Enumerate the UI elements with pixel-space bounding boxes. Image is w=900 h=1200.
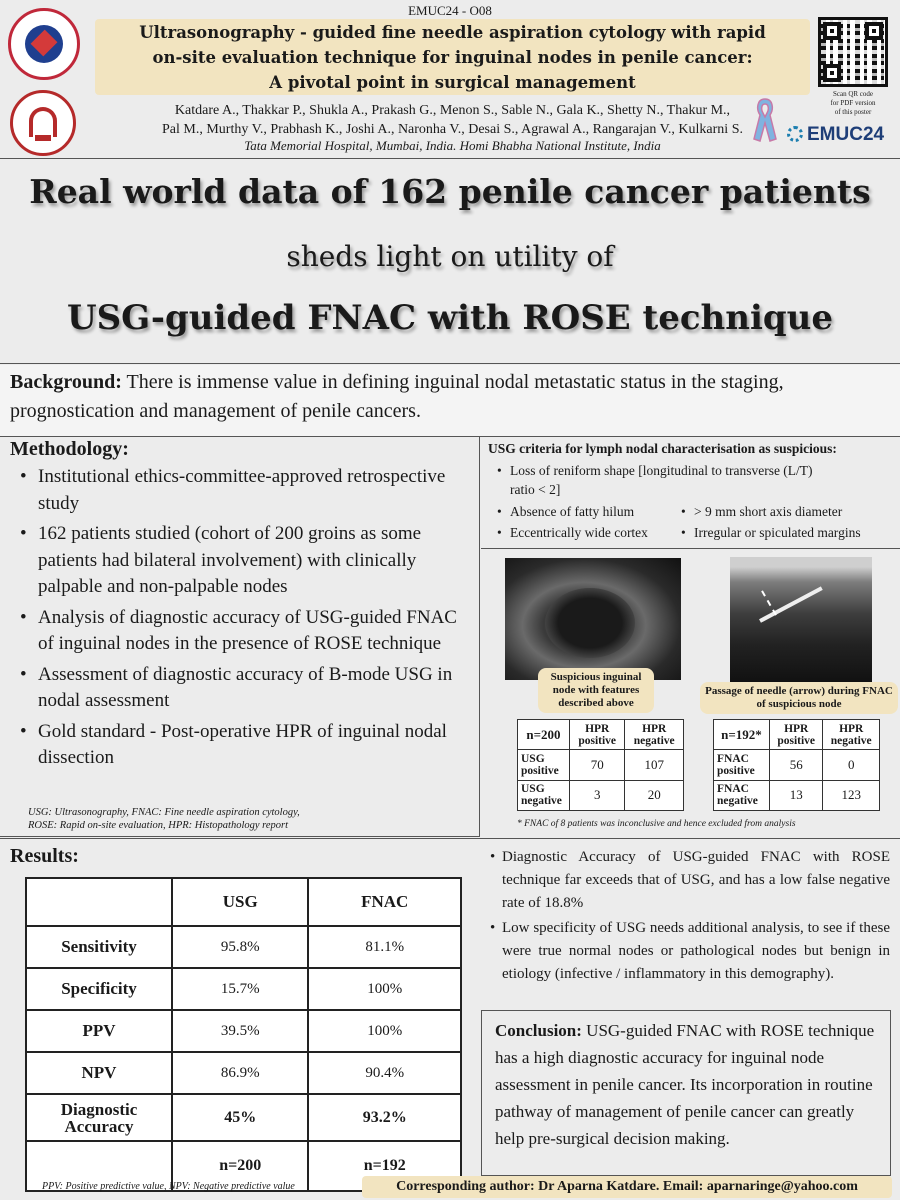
headline-line-2: sheds light on utility of <box>286 240 614 273</box>
table-cell: 95.8% <box>172 926 308 968</box>
table-header-fnac: FNAC <box>308 878 461 926</box>
title-line: Ultrasonography - guided fine needle aspiration cytology with rapid <box>139 23 766 42</box>
background-text: Background: There is immense value in defining inguinal nodal metastatic status in the staging, prognostication and management of penile cancers. <box>10 371 784 422</box>
results-bullets <box>490 846 890 988</box>
hbni-logo <box>10 90 76 156</box>
ultrasound-needle-image <box>730 557 872 682</box>
table-row-header: Sensitivity <box>26 926 172 968</box>
list-item: • 162 patients studied (cohort of 200 groins as some patients had bilateral involvement) with clinically palpable and non-palpable nodes <box>20 521 470 601</box>
headline-line-3: USG-guided FNAC with ROSE technique <box>66 298 834 338</box>
poster-title <box>95 20 810 95</box>
table-cell: 3 <box>570 780 625 810</box>
table-cell: 100% <box>308 1010 461 1052</box>
criteria-item: • Eccentrically wide cortex <box>497 523 648 542</box>
table-row-header: NPV <box>26 1052 172 1094</box>
table-corner: n=200 <box>518 720 570 750</box>
table-cell: n=200 <box>172 1141 308 1191</box>
criteria-item: • > 9 mm short axis diameter <box>681 502 842 521</box>
table-cell: 93.2% <box>308 1094 461 1141</box>
fnac-contingency-table <box>713 719 880 811</box>
results-abbreviations: PPV: Positive predictive value, NPV: Negative predictive value <box>42 1181 295 1192</box>
methodology-abbreviations: USG: Ultrasonography, FNAC: Fine needle aspiration cytology, ROSE: Rapid on-site evaluation, HPR: Histopathology report <box>28 807 300 831</box>
conclusion-label: Conclusion: <box>495 1021 582 1040</box>
table-cell: n=192 <box>308 1141 461 1191</box>
awareness-ribbon-icon <box>752 95 778 145</box>
results-title: Results: <box>10 845 79 867</box>
tmh-logo <box>8 8 80 80</box>
image-caption-1: Suspicious inguinal node with features described above <box>538 668 654 713</box>
table-row-header: Diagnostic Accuracy <box>26 1094 172 1141</box>
criteria-item: • Loss of reniform shape [longitudinal to transverse (L/T) ratio < 2] <box>497 461 892 499</box>
table-cell: 81.1% <box>308 926 461 968</box>
author-line: Katdare A., Thakkar P., Shukla A., Prakash G., Menon S., Sable N., Gala K., Shetty N., Thakur M., <box>174 103 731 118</box>
table-header: HPR positive <box>570 720 625 750</box>
table-header: HPR positive <box>770 720 823 750</box>
table-cell: 0 <box>823 750 880 780</box>
list-item: • Gold standard - Post-operative HPR of inguinal nodal dissection <box>20 719 470 772</box>
table-row-header: Specificity <box>26 968 172 1010</box>
criteria-title: USG criteria for lymph nodal characterisation as suspicious: <box>488 441 837 456</box>
conclusion-text: Conclusion: USG-guided FNAC with ROSE technique has a high diagnostic accuracy for inguinal node assessment in penile cancer. Its incorporation in routine pathway of management of penile cancer can greatly help pre-surgical decision making. <box>495 1021 875 1148</box>
emuc-logo: EMUC24 <box>787 124 895 146</box>
methodology-title: Methodology: <box>10 438 129 460</box>
table-cell: 15.7% <box>172 968 308 1010</box>
table-cell: 86.9% <box>172 1052 308 1094</box>
title-line: on-site evaluation technique for inguinal nodes in penile cancer: <box>152 48 753 67</box>
results-divider <box>0 838 900 839</box>
affiliation: Tata Memorial Hospital, Mumbai, India. Homi Bhabha National Institute, India <box>244 138 661 153</box>
list-item: • Low specificity of USG needs additional analysis, to see if these were true normal nodes or pathological nodes but benign in etiology (infective / inflammatory in this demography). <box>490 917 890 986</box>
table-cell: 70 <box>570 750 625 780</box>
fnac-footnote: * FNAC of 8 patients was inconclusive and hence excluded from analysis <box>517 819 796 829</box>
table-cell: 100% <box>308 968 461 1010</box>
table-row-header: USG negative <box>518 780 570 810</box>
list-item: • Institutional ethics-committee-approved retrospective study <box>20 464 470 517</box>
table-cell: 13 <box>770 780 823 810</box>
table-cell: 90.4% <box>308 1052 461 1094</box>
table-cell: 107 <box>625 750 684 780</box>
table-cell: 56 <box>770 750 823 780</box>
author-line: Pal M., Murthy V., Prabhash K., Joshi A., Naronha V., Desai S., Agrawal A., Rangarajan V., Kulkarni S. <box>162 122 743 137</box>
table-row-header: USG positive <box>518 750 570 780</box>
list-item: • Diagnostic Accuracy of USG-guided FNAC with ROSE technique far exceeds that of USG, and has a low false negative rate of 18.8% <box>490 846 890 915</box>
title-line: A pivotal point in surgical management <box>269 73 636 92</box>
qr-caption: Scan QR code for PDF version of this poster <box>830 90 876 116</box>
criteria-item: • Irregular or spiculated margins <box>681 523 861 542</box>
table-cell: 20 <box>625 780 684 810</box>
criteria-item: • Absence of fatty hilum <box>497 502 634 521</box>
table-corner: n=192* <box>714 720 770 750</box>
background-label: Background: <box>10 371 122 393</box>
table-header: HPR negative <box>823 720 880 750</box>
list-item: • Analysis of diagnostic accuracy of USG-guided FNAC of inguinal nodes in the presence of ROSE technique <box>20 605 470 658</box>
table-cell: 123 <box>823 780 880 810</box>
list-item: • Assessment of diagnostic accuracy of B-mode USG in nodal assessment <box>20 662 470 715</box>
table-row-header: FNAC negative <box>714 780 770 810</box>
author-list <box>95 101 810 139</box>
headline-line-1: Real world data of 162 penile cancer patients <box>29 172 871 211</box>
ultrasound-node-image <box>505 558 681 680</box>
table-header: HPR negative <box>625 720 684 750</box>
usg-contingency-table <box>517 719 684 811</box>
table-header-usg: USG <box>172 878 308 926</box>
table-row-header: FNAC positive <box>714 750 770 780</box>
table-cell: 39.5% <box>172 1010 308 1052</box>
image-caption-2: Passage of needle (arrow) during FNAC of suspicious node <box>700 682 898 714</box>
abstract-code: EMUC24 - O08 <box>408 3 492 18</box>
results-table <box>25 877 462 1192</box>
table-cell: 45% <box>172 1094 308 1141</box>
corresponding-author[interactable]: Corresponding author: Dr Aparna Katdare. Email: aparnaringe@yahoo.com <box>362 1176 892 1198</box>
qr-code[interactable] <box>818 17 888 87</box>
table-corner <box>26 878 172 926</box>
table-row-header: PPV <box>26 1010 172 1052</box>
emuc-mark-icon <box>787 126 803 142</box>
methodology-list <box>20 464 470 776</box>
